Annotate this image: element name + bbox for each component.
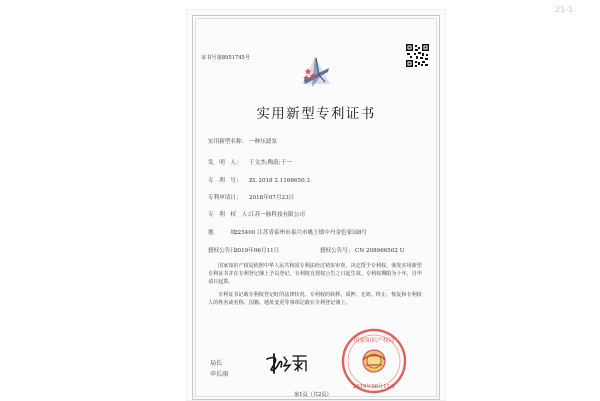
director-title: 局长	[210, 360, 223, 367]
field-value-patentee: 江苏一脉科技有限公司	[249, 212, 305, 218]
page-footer: 第1页（共2页）	[294, 392, 332, 398]
field-label-application-date: 专利申请日：	[208, 195, 242, 201]
field-label-inventors: 发 明 人：	[208, 160, 242, 166]
director-signature	[264, 353, 310, 375]
field-label-announce-no: 授权公告号：	[320, 248, 354, 254]
qr-code-icon	[406, 44, 429, 67]
patent-certificate	[187, 10, 445, 400]
field-label-name: 实用新型名称：	[208, 139, 248, 145]
field-label-address: 地 址：	[208, 230, 242, 236]
field-value-grant-date: 2019年06月11日	[234, 248, 280, 254]
cnipa-emblem-icon	[298, 51, 336, 91]
field-label-patentee: 专 利 权 人：	[208, 212, 253, 218]
field-label-grant-date: 授权公告日：	[208, 248, 242, 254]
certificate-paragraph-2: 专利证书记载专利权登记时的法律状况。专利权的转移、质押、无效、终止、恢复和专利权人的姓名或名称、国籍、地址变更等事项记载在专利登记簿上。	[208, 292, 422, 306]
field-value-application-date: 2018年07月23日	[249, 195, 295, 201]
field-value-inventors: 于文杰;陶蔚;于一	[249, 160, 292, 166]
official-seal-icon	[338, 325, 410, 397]
field-value-patent-no: ZL 2018 2 1166650.3	[249, 178, 310, 184]
field-value-name: 一种压滤泵	[249, 139, 277, 145]
field-label-patent-no: 专 利 号：	[208, 178, 242, 184]
director-name: 申长雨	[210, 371, 229, 378]
field-value-announce-no: CN 208966502 U	[355, 248, 405, 254]
certificate-title: 实用新型专利证书	[256, 106, 376, 122]
seal-text: 国家知识产权局	[353, 338, 395, 344]
field-value-address: 225400 江苏省泰州市泰兴市姚王镇中丹金色家园8号	[234, 230, 367, 236]
corner-note: 21-1	[555, 5, 574, 14]
seal-date: 2019年06月11日	[353, 384, 395, 390]
certificate-paragraph-1: 国家知识产权局依照中华人民共和国专利法经过初步审查，决定授予专利权，颁发实用新型专利证书并在专利登记簿上予以登记。专利权自授权公告之日起生效。专利权期限为十年，自申请日起算。	[208, 263, 422, 285]
certificate-number: 证书号第8951745号	[201, 55, 251, 61]
